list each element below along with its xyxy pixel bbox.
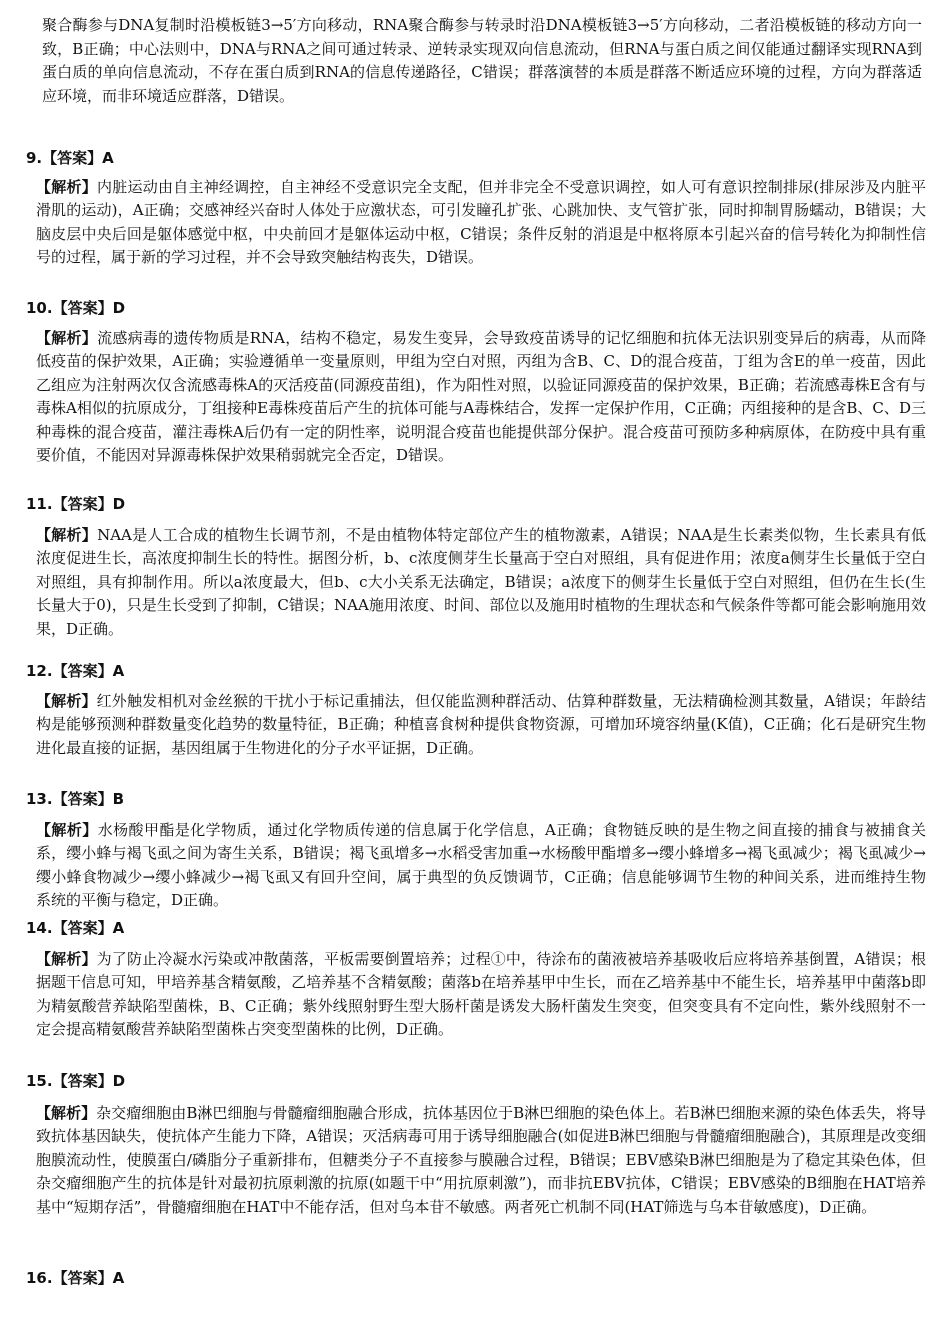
answer-heading-9 <box>26 148 114 168</box>
analysis-text: 为了防止冷凝水污染或冲散菌落，平板需要倒置培养；过程①中，待涂布的菌液被培养基吸收后应将培养基倒置，A错误；根据题干信息可知，甲培养基含精氨酸，乙培养基不含精氨酸；菌落b在培养基甲中生长，而在乙培养基中不能生长，培养基甲中菌落b即为精氨酸营养缺陷型菌株，B、C正确；紫外线照射野生型大肠杆菌是诱发大肠杆菌发生突变，但突变具有不定向性，紫外线照射不一定会提高精氨酸营养缺陷型菌株占突变型菌株的比例，D正确。 <box>36 950 926 1039</box>
analysis-text: 杂交瘤细胞由B淋巴细胞与骨髓瘤细胞融合形成，抗体基因位于B淋巴细胞的染色体上。若B淋巴细胞来源的染色体丢失，将导致抗体基因缺失，使抗体产生能力下降，A错误；灭活病毒可用于诱导细胞融合(如促进B淋巴细胞与骨髓瘤细胞融合)，其原理是改变细胞膜流动性，使膜蛋白/磷脂分子重新排布，但糖类分子不直接参与膜融合过程，B错误；EBV感染B淋巴细胞是为了稳定其染色体，但杂交瘤细胞产生的抗体是针对最初抗原刺激的抗原(如题干中“用抗原刺激”)，而非抗EBV抗体，C错误；EBV感染的B细胞在HAT培养基中“短期存活”，骨髓瘤细胞在HAT中不能存活，但对乌本苷不敏感。两者死亡机制不同(HAT筛选与乌本苷敏感度)，D正确。 <box>36 1104 926 1216</box>
analysis-text: 水杨酸甲酯是化学物质，通过化学物质传递的信息属于化学信息，A正确；食物链反映的是生物之间直接的捕食与被捕食关系，缨小蜂与褐飞虱之间为寄生关系，B错误；褐飞虱增多→水稻受害加重→水杨酸甲酯增多→缨小蜂增多→褐飞虱减少；褐飞虱减少→缨小蜂食物减少→缨小蜂减少→褐飞虱又有回升空间，属于典型的负反馈调节，C正确；信息能够调节生物的种间关系，进而维持生物系统的平衡与稳定，D正确。 <box>36 821 926 910</box>
answer-heading-10 <box>26 298 125 318</box>
answer-label: 【答案】A <box>42 149 114 167</box>
analysis-13 <box>36 819 926 913</box>
answer-heading-11 <box>26 494 125 514</box>
answer-label: 【答案】A <box>52 662 125 680</box>
question-number: 15. <box>26 1072 53 1090</box>
analysis-text: 流感病毒的遗传物质是RNA，结构不稳定，易发生变异，会导致疫苗诱导的记忆细胞和抗体无法识别变异后的病毒，从而降低疫苗的保护效果，A正确；实验遵循单一变量原则，甲组为空白对照，丙组为含B、C、D的混合疫苗，丁组为含E的单一疫苗，因此乙组应为注射两次仅含流感毒株A的灭活疫苗(同源疫苗组)，作为阳性对照，以验证同源疫苗的保护效果，B正确；若流感毒株E含有与毒株A相似的抗原成分，丁组接种E毒株疫苗后产生的抗体可能与A毒株结合，发挥一定保护作用，C正确；丙组接种的是含B、C、D三种毒株的混合疫苗，灌注毒株A后仍有一定的阴性率，说明混合疫苗也能提供部分保护。混合疫苗可预防多种病原体，在防疫中具有重要价值，不能因对异源毒株保护效果稍弱就完全否定，D错误。 <box>36 329 926 465</box>
answer-label: 【答案】D <box>52 299 126 317</box>
answer-heading-15 <box>26 1071 125 1091</box>
answer-heading-14 <box>26 918 124 938</box>
analysis-label: 【解析】 <box>36 692 97 710</box>
analysis-label: 【解析】 <box>36 1104 97 1122</box>
analysis-label: 【解析】 <box>36 329 98 347</box>
question-number: 11. <box>26 495 53 513</box>
answer-heading-12 <box>26 661 124 681</box>
analysis-label: 【解析】 <box>36 950 97 968</box>
analysis-text: 红外触发相机对金丝猴的干扰小于标记重捕法，但仅能监测种群活动、估算种群数量，无法精确检测其数量，A错误；年龄结构是能够预测种群数量变化趋势的数量特征，B正确；种植喜食树种提供食物资源，可增加环境容纳量(K值)，C正确；化石是研究生物进化最直接的证据，基因组属于生物进化的分子水平证据，D正确。 <box>36 692 926 757</box>
intro-paragraph: 聚合酶参与DNA复制时沿模板链3→5′方向移动，RNA聚合酶参与转录时沿DNA模板链3→5′方向移动，二者沿模板链的移动方向一致，B正确；中心法则中，DNA与RNA之间可通过转录、逆转录实现双向信息流动，但RNA与蛋白质之间仅能通过翻译实现RNA到蛋白质的单向信息流动，不存在蛋白质到RNA的信息传递路径，C错误；群落演替的本质是群落不断适应环境的过程，方向为群落适应环境，而非环境适应群落，D错误。 <box>42 16 922 105</box>
analysis-11 <box>36 524 926 641</box>
analysis-text: 内脏运动由自主神经调控，自主神经不受意识完全支配，但并非完全不受意识调控，如人可有意识控制排尿(排尿涉及内脏平滑肌的运动)，A正确；交感神经兴奋时人体处于应激状态，可引发瞳孔扩张、心跳加快、支气管扩张，同时抑制胃肠蠕动，B错误；大脑皮层中央后回是躯体感觉中枢，中央前回才是躯体运动中枢，C错误；条件反射的消退是中枢将原本引起兴奋的信号转化为抑制性信号的过程，属于新的学习过程，并不会导致突触结构丧失，D错误。 <box>36 178 926 267</box>
answer-label: 【答案】D <box>52 495 126 513</box>
question-number: 9. <box>26 149 43 167</box>
analysis-text: NAA是人工合成的植物生长调节剂，不是由植物体特定部位产生的植物激素，A错误；NAA是生长素类似物，生长素具有低浓度促进生长，高浓度抑制生长的特性。据图分析，b、c浓度侧芽生长量高于空白对照组，具有促进作用；浓度a侧芽生长量低于空白对照组，具有抑制作用。所以a浓度最大，但b、c大小关系无法确定，B错误；a浓度下的侧芽生长量低于空白对照组，但仍在生长(生长量大于0)，只是生长受到了抑制，C错误；NAA施用浓度、时间、部位以及施用时植物的生理状态和气候条件等都可能会影响施用效果，D正确。 <box>36 526 926 638</box>
question-number: 12. <box>26 662 53 680</box>
question-number: 14. <box>26 919 53 937</box>
analysis-12 <box>36 690 926 760</box>
analysis-label: 【解析】 <box>36 178 97 196</box>
answer-label: 【答案】D <box>52 1072 126 1090</box>
question-number: 13. <box>26 790 53 808</box>
question-number: 16. <box>26 1269 53 1287</box>
analysis-14 <box>36 948 926 1042</box>
answer-label: 【答案】A <box>52 919 125 937</box>
answer-label: 【答案】B <box>52 790 125 808</box>
analysis-label: 【解析】 <box>36 821 98 839</box>
answer-label: 【答案】A <box>52 1269 125 1287</box>
answer-heading-16 <box>26 1268 124 1288</box>
analysis-10 <box>36 327 926 467</box>
analysis-label: 【解析】 <box>36 526 98 544</box>
analysis-9 <box>36 176 926 270</box>
analysis-15 <box>36 1102 926 1219</box>
question-number: 10. <box>26 299 53 317</box>
answer-heading-13 <box>26 789 124 809</box>
